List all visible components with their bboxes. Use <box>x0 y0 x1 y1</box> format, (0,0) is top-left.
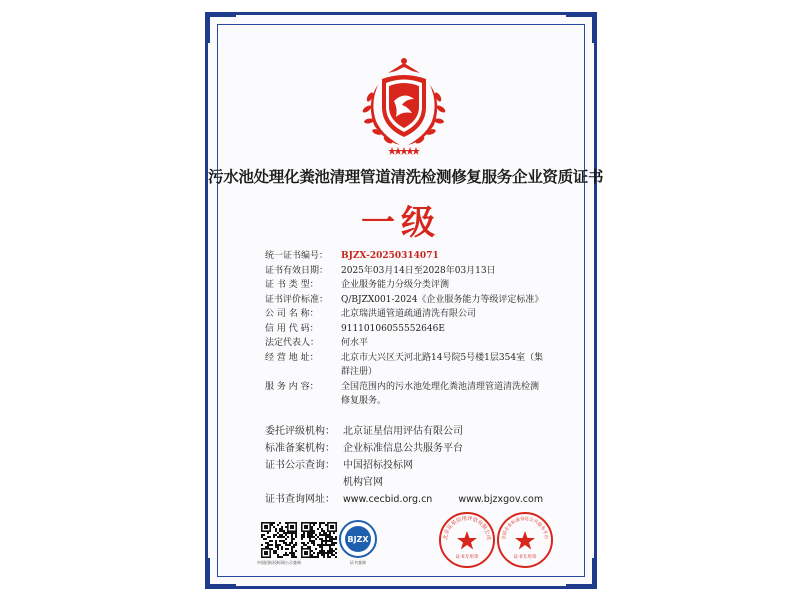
field-label: 标准备案机构： <box>265 443 335 454</box>
info-fields <box>265 249 565 409</box>
field-label: 证书公示查询： <box>265 460 335 471</box>
field-row <box>265 264 565 279</box>
issuer-row <box>265 440 575 457</box>
field-row <box>265 394 565 409</box>
field-value: 北京瑞洪通管道疏通清洗有限公司 <box>341 309 477 319</box>
field-value: 中国招标投标网 <box>343 460 413 471</box>
issuer-row <box>265 423 575 440</box>
field-label: 证书查询网址： <box>265 494 335 505</box>
issuer-row <box>265 474 575 491</box>
issuer-row <box>265 457 575 474</box>
field-label: 证书评价标准： <box>265 294 329 305</box>
corner-ornament <box>566 13 596 43</box>
field-label <box>265 365 341 380</box>
field-label <box>265 394 341 409</box>
bjzx-badge-icon <box>338 519 378 559</box>
seal-center-text: 证书专用章 <box>455 555 479 560</box>
field-row <box>265 293 565 308</box>
field-label <box>265 474 343 491</box>
seal-center-text: 证书专用章 <box>513 555 537 560</box>
field-value: 企业标准信息公共服务平台 <box>343 443 463 454</box>
field-row <box>265 336 565 351</box>
qr-code[interactable] <box>261 522 297 558</box>
field-row <box>265 322 565 337</box>
field-row <box>265 307 565 322</box>
certificate <box>205 12 604 589</box>
certificate-level: 一级 <box>361 203 441 243</box>
field-row <box>265 380 565 395</box>
field-label: 法定代表人： <box>265 338 320 348</box>
url-link[interactable]: www.cecbid.org.cn <box>343 494 433 505</box>
shield-wreath-emblem <box>348 55 460 155</box>
field-row <box>265 278 565 293</box>
query-url-row <box>265 491 575 508</box>
badge-text: BJZX <box>347 535 369 544</box>
certificate-title: 污水池处理化粪池清理管道清洗检测修复服务企业资质证书 <box>208 167 604 186</box>
field-label: 信 用 代 码： <box>265 323 319 334</box>
field-label: 经 营 地 址： <box>265 352 319 363</box>
corner-ornament <box>566 558 596 588</box>
field-value: BJZX-20250314071 <box>341 251 439 261</box>
qr-code[interactable] <box>301 522 337 558</box>
field-value: 91110106055552646E <box>341 323 445 334</box>
field-label: 统一证书编号： <box>265 251 329 261</box>
field-value: 机构官网 <box>343 477 383 488</box>
corner-ornament <box>206 13 236 43</box>
red-seal-stamp <box>496 511 554 569</box>
field-value: 2025年03月14日至2028年03月13日 <box>341 265 496 276</box>
field-value: 北京市大兴区天河北路14号院5号楼1层354室（集 <box>341 352 544 363</box>
field-label: 证书有效日期： <box>265 265 329 276</box>
field-row <box>265 365 565 380</box>
field-value: 何水平 <box>341 338 369 348</box>
field-value: 修复服务。 <box>341 396 387 406</box>
field-label: 公 司 名 称： <box>265 309 319 319</box>
field-row <box>265 249 565 264</box>
field-value: Q/BJZX001-2024《企业服务能力等级评定标准》 <box>341 294 544 305</box>
seal-text: 全国企业标准信息公共服务平台 <box>501 516 549 541</box>
seal-text: 北京证星信用评估有限公司 <box>442 515 492 541</box>
issuer-info <box>265 423 575 508</box>
qr-caption: 中国招标投标网公示查询 <box>257 560 301 565</box>
corner-ornament <box>206 558 236 588</box>
field-label: 证 书 类 型： <box>265 280 319 290</box>
field-value: 群注册） <box>341 367 378 377</box>
field-label: 委托评级机构： <box>265 426 335 437</box>
field-value: 全国范围内的污水池处理化粪池清理管道清洗检测 <box>341 381 540 392</box>
url-link[interactable]: www.bjzxgov.com <box>458 494 544 505</box>
field-value: 北京证星信用评估有限公司 <box>343 426 463 437</box>
field-label: 服 务 内 容： <box>265 381 319 392</box>
field-row <box>265 351 565 366</box>
badge-caption: 证书查询 <box>350 560 366 565</box>
field-value: 企业服务能力分级分类评测 <box>341 280 450 290</box>
red-seal-stamp <box>438 511 496 569</box>
